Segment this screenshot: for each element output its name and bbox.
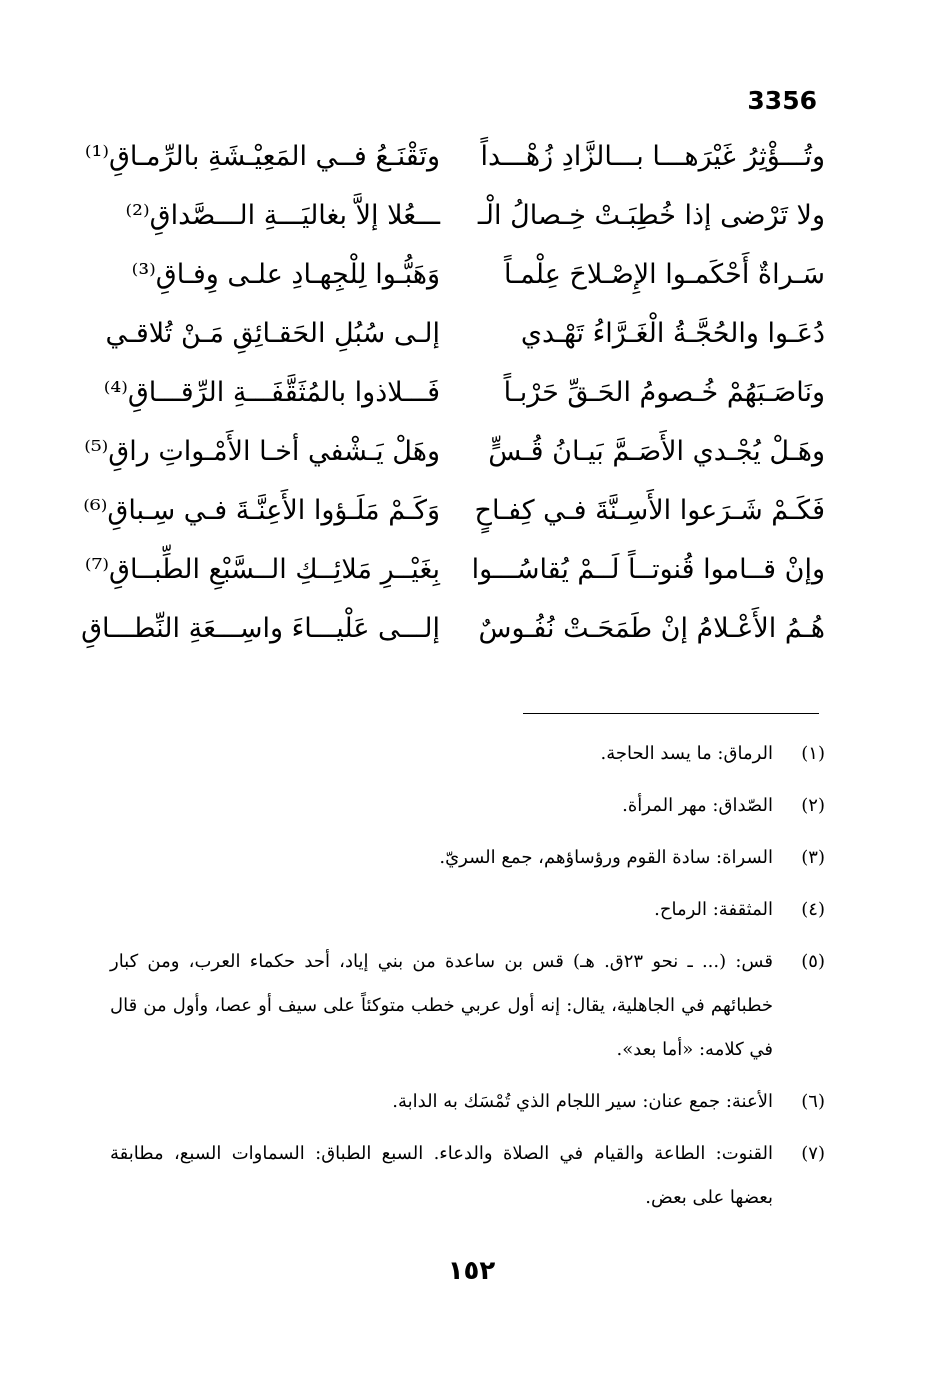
verse-second-hemistich: وَكَـمْ مَلَـؤوا الأَعِنَّـةَ فـي سِـباقِ⁽⁶⁾ [83,495,440,527]
verse-second-hemistich: ـــعُلا إلاَّ بغاليَـــةِ الـــصَّداقِ⁽²⁾ [125,200,440,232]
verse-line [84,541,825,600]
footnote-number: (٥) [801,951,825,972]
verse-second-hemistich: فَـــلاذوا بالمُثَقَّفَـــةِ الرِّقـــاقِ⁽⁴⁾ [103,377,440,409]
footnote-number: (٧) [801,1143,825,1164]
verse-line [100,364,825,423]
footnote-text: السراة: سادة القوم ورؤساؤهم، جمع السريّ. [439,847,773,868]
verse-first-hemistich: ولا تَرْضى إذا خُطِبَـتْ خِـصالُ الْـ [477,200,825,232]
page-id-number: 3356 [747,86,817,115]
verse-first-hemistich: وتُـــؤْثِرُ غَيْرَهـــا بـــالزَّادِ زُهْـــداً [480,141,825,173]
footnotes [110,732,825,1228]
footnote-text: المثقفة: الرماح. [654,899,773,920]
verse-line [84,423,825,482]
footnote-text: الأعنة: جمع عنان: سير اللجام الذي تُمْسَك به الدابة. [392,1091,773,1112]
footnote [110,784,825,828]
verse-first-hemistich: سَـراةٌ أَحْكَمـوا الإِصْـلاحَ عِلْمـاً [504,259,825,291]
footnote [110,1080,825,1124]
verse-first-hemistich: هُـمُ الأَعْـلامُ إنْ طَمَحَـتْ نُفُـوسٌ [478,613,825,645]
footnote [110,940,825,1072]
verse-first-hemistich: وإنْ قــاموا قُنوتــاً لَــمْ يُقاسُـــوا [471,554,825,586]
verse-second-hemistich: بِغَيْــرِ مَلائِــكِ الــسَّبْعِ الطِّبــاقِ⁽⁷⁾ [84,554,440,586]
footnote-number: (١) [801,743,825,764]
verse-second-hemistich: وَهَبُّـوا لِلْجِهـادِ علـى وِفـاقِ⁽³⁾ [131,259,440,291]
verse-line [100,246,825,305]
footnote-number: (٤) [801,899,825,920]
footnote [110,888,825,932]
page-number: ١٥٢ [447,1256,496,1286]
footnote-number: (٦) [801,1091,825,1112]
footnote [110,732,825,776]
footnote-text: القنوت: الطاعة والقيام في الصلاة والدعاء. السبع الطباق: السماوات السبع، مطابقة بعضها على بعض. [110,1143,773,1208]
footnote-number: (٢) [801,795,825,816]
verse-line [84,128,825,187]
verse-first-hemistich: ونَاصَـبَهُمْ خُـصومُ الحَـقِّ حَرْبـاً [503,377,825,409]
verse-second-hemistich: إلـــى عَلْيـــاءَ واسِـــعَةِ النِّطـــاقِ [81,613,440,645]
verse-first-hemistich: فَكَـمْ شَـرَعوا الأَسِـنَّةَ فـي كِفـاحٍ [474,495,825,527]
verse-line [100,305,825,364]
verse-first-hemistich: وهَـلْ يُجْـدي الأَصَـمَّ بَيـانُ قُـسٍّ [488,436,825,468]
footnote-text: الرماق: ما يسد الحاجة. [600,743,773,764]
verse-line [100,187,825,246]
footnote-text: الصّداق: مهر المرأة. [622,795,773,816]
footnote [110,836,825,880]
footnote-number: (٣) [801,847,825,868]
verse-second-hemistich: إلـى سُبُلِ الحَقـائِقِ مَـنْ تُلاقـي [105,318,440,350]
verse-second-hemistich: وتَقْنَـعُ فــي المَعِيْـشَةِ بالرِّمـاقِ⁽¹⁾ [84,141,440,173]
verse-line [81,600,825,659]
footnote-divider [523,713,819,714]
verse-line [83,482,825,541]
poem [81,128,825,659]
verse-second-hemistich: وهَلْ يَـشْفي أخـا الأَمْـواتِ راقِ⁽⁵⁾ [84,436,440,468]
verse-first-hemistich: دُعَـوا والحُجَّـةُ الْغَـرَّاءُ تَهْـدي [520,318,825,350]
footnote-text: قس: (... ـ نحو ٢٣ق. هـ) قس بن ساعدة من بني إياد، أحد حكماء العرب، ومن كبار خطبائهم في الجاهلية، يقال: إنه أول عربي خطب متوكئاً على سيف أو عصا، وأول من قال في كلامه: «أما بعد». [110,951,773,1060]
footnote [110,1132,825,1220]
